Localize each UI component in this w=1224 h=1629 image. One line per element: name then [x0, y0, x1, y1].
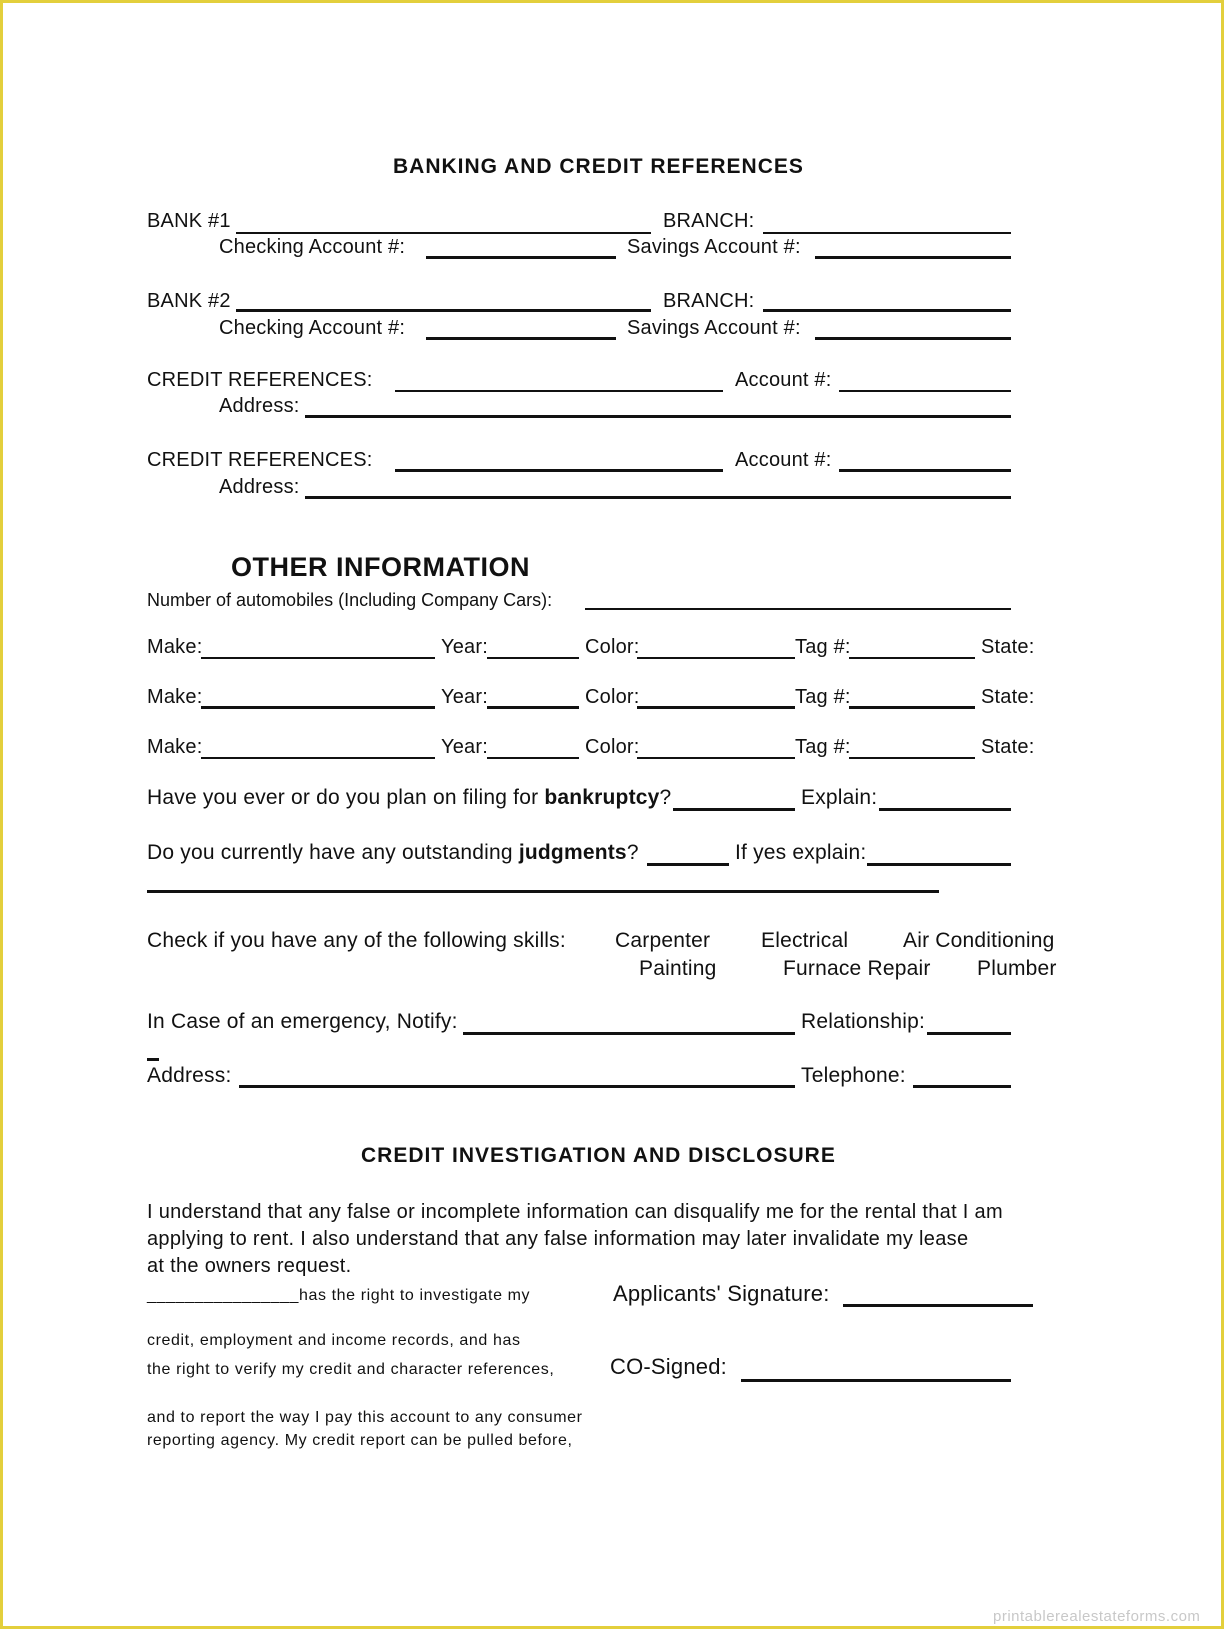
disclosure-paragraph — [147, 1199, 1057, 1280]
telephone-label: Telephone: — [801, 1064, 906, 1087]
credit-ref2-account-field[interactable] — [839, 469, 1011, 472]
credit-ref1-label: CREDIT REFERENCES: — [147, 369, 373, 391]
judgments-field[interactable] — [647, 863, 729, 866]
disclosure-small-line: credit, employment and income records, and has — [147, 1332, 521, 1349]
credit-ref1-account-label: Account #: — [735, 369, 832, 391]
bank1-field[interactable] — [236, 232, 651, 234]
disclosure-small-line: reporting agency. My credit report can be pulled before, — [147, 1432, 573, 1449]
bankruptcy-text: Have you ever or do you plan on filing for — [147, 786, 545, 809]
bankruptcy-bold: bankruptcy — [544, 786, 660, 809]
make-field[interactable] — [201, 657, 435, 659]
bank2-savings-label: Savings Account #: — [627, 317, 801, 339]
tag-field[interactable] — [849, 706, 975, 709]
color-label: Color: — [585, 736, 640, 758]
bank2-checking-label: Checking Account #: — [219, 317, 406, 339]
color-label: Color: — [585, 636, 640, 658]
disclosure-small-line: and to report the way I pay this account to any consumer — [147, 1409, 583, 1426]
make-label: Make: — [147, 686, 203, 708]
bank1-label: BANK #1 — [147, 210, 231, 232]
make-field[interactable] — [201, 757, 435, 759]
investigate-blank[interactable]: ________________ — [147, 1287, 299, 1304]
disclosure-small-line: the right to verify my credit and character references, — [147, 1361, 555, 1378]
bank1-savings-label: Savings Account #: — [627, 236, 801, 258]
skill-furnace-repair[interactable]: Furnace Repair — [783, 957, 931, 980]
make-label: Make: — [147, 736, 203, 758]
bank1-branch-field[interactable] — [763, 232, 1011, 234]
credit-ref2-account-label: Account #: — [735, 449, 832, 471]
bankruptcy-explain-field[interactable] — [879, 808, 1011, 811]
skill-plumber[interactable]: Plumber — [977, 957, 1057, 980]
bankruptcy-explain-label: Explain: — [801, 786, 878, 809]
skill-air-conditioning[interactable]: Air Conditioning — [903, 929, 1055, 952]
skill-carpenter[interactable]: Carpenter — [615, 929, 711, 952]
bank2-field[interactable] — [236, 309, 651, 312]
bank1-branch-label: BRANCH: — [663, 210, 755, 232]
bankruptcy-field[interactable] — [673, 808, 795, 811]
color-field[interactable] — [637, 706, 795, 709]
emergency-address-label: Address: — [147, 1064, 232, 1087]
state-label: State: — [981, 736, 1035, 758]
signature-label: Applicants' Signature: — [613, 1281, 830, 1306]
year-label: Year: — [441, 736, 488, 758]
credit-ref2-address-label: Address: — [219, 476, 300, 498]
credit-ref1-address-label: Address: — [219, 395, 300, 417]
credit-ref2-field[interactable] — [395, 469, 723, 472]
investigate-line — [147, 1286, 530, 1306]
bank1-savings-field[interactable] — [815, 256, 1011, 259]
judgments-explain-field[interactable] — [867, 863, 1011, 866]
relationship-label: Relationship: — [801, 1010, 926, 1033]
bank2-checking-field[interactable] — [426, 337, 616, 340]
color-field[interactable] — [637, 757, 795, 759]
credit-ref1-field[interactable] — [395, 390, 723, 392]
stray-mark — [147, 1058, 159, 1061]
year-label: Year: — [441, 686, 488, 708]
color-label: Color: — [585, 686, 640, 708]
disclosure-line: applying to rent. I also understand that any false information may later invalidate my lease — [147, 1228, 969, 1250]
tag-label: Tag #: — [795, 636, 851, 658]
automobiles-label: Number of automobiles (Including Company Cars): — [147, 590, 553, 610]
year-field[interactable] — [487, 657, 579, 659]
watermark: printablerealestateforms.com — [993, 1608, 1201, 1625]
tag-label: Tag #: — [795, 686, 851, 708]
year-label: Year: — [441, 636, 488, 658]
telephone-field[interactable] — [913, 1085, 1011, 1088]
cosigned-label: CO-Signed: — [610, 1354, 727, 1379]
judgments-extra-line[interactable] — [147, 890, 939, 893]
relationship-field[interactable] — [927, 1032, 1011, 1035]
make-field[interactable] — [201, 706, 435, 709]
tag-field[interactable] — [849, 757, 975, 759]
bank2-branch-field[interactable] — [763, 309, 1011, 312]
investigate-text: has the right to investigate my — [298, 1287, 531, 1304]
bankruptcy-question — [147, 786, 671, 810]
skill-electrical[interactable]: Electrical — [761, 929, 849, 952]
disclosure-line: I understand that any false or incomplete information can disqualify me for the rental that I am — [147, 1201, 1003, 1223]
judgments-text: Do you currently have any outstanding — [147, 841, 519, 864]
skill-painting[interactable]: Painting — [639, 957, 717, 980]
year-field[interactable] — [487, 706, 579, 709]
disclosure-line: at the owners request. — [147, 1255, 352, 1277]
tag-label: Tag #: — [795, 736, 851, 758]
color-field[interactable] — [637, 657, 795, 659]
emergency-field[interactable] — [463, 1032, 795, 1035]
judgments-explain-label: If yes explain: — [735, 841, 867, 864]
judgments-qmark: ? — [626, 841, 639, 864]
bank1-checking-label: Checking Account #: — [219, 236, 406, 258]
signature-field[interactable] — [843, 1304, 1033, 1307]
disclosure-title: CREDIT INVESTIGATION AND DISCLOSURE — [361, 1144, 836, 1167]
other-info-title: OTHER INFORMATION — [231, 552, 530, 582]
cosigned-field[interactable] — [741, 1379, 1011, 1382]
skills-label: Check if you have any of the following skills: — [147, 929, 566, 952]
automobiles-field[interactable] — [585, 608, 1011, 610]
make-label: Make: — [147, 636, 203, 658]
credit-ref2-address-field[interactable] — [305, 496, 1011, 499]
state-label: State: — [981, 636, 1035, 658]
bank2-label: BANK #2 — [147, 290, 231, 312]
banking-title: BANKING AND CREDIT REFERENCES — [393, 155, 804, 178]
emergency-label: In Case of an emergency, Notify: — [147, 1010, 458, 1033]
bankruptcy-qmark: ? — [659, 786, 672, 809]
bank1-checking-field[interactable] — [426, 256, 616, 259]
judgments-question — [147, 841, 639, 865]
year-field[interactable] — [487, 757, 579, 759]
emergency-address-field[interactable] — [239, 1085, 795, 1088]
tag-field[interactable] — [849, 657, 975, 659]
credit-ref2-label: CREDIT REFERENCES: — [147, 449, 373, 471]
credit-ref1-address-field[interactable] — [305, 415, 1011, 418]
bank2-savings-field[interactable] — [815, 337, 1011, 340]
bank2-branch-label: BRANCH: — [663, 290, 755, 312]
judgments-bold: judgments — [518, 841, 627, 864]
state-label: State: — [981, 686, 1035, 708]
credit-ref1-account-field[interactable] — [839, 390, 1011, 392]
